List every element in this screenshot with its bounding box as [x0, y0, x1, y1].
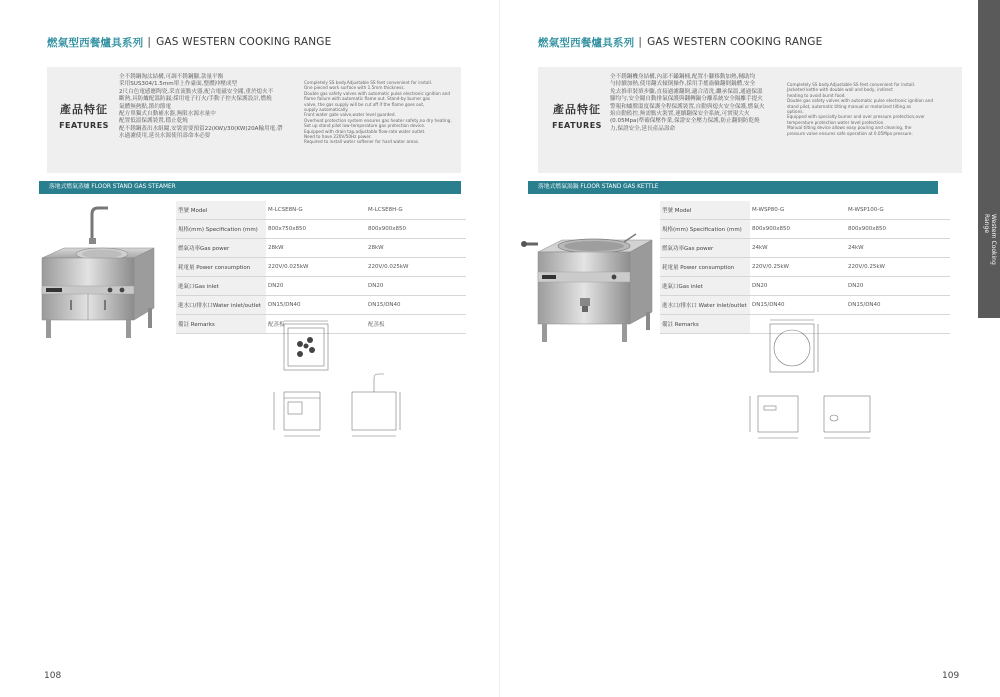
feature-line-cn: 全不銹鋼淘汰結構,可調不銹鋼腳,款量平衡: [119, 74, 224, 80]
spec-row-gas-power: [660, 239, 950, 258]
features-panel: [538, 67, 962, 173]
spec-value: 24kW: [846, 239, 950, 258]
feature-line-cn: 配置低溫保護裝置,穩止乾燒: [119, 118, 188, 125]
spec-row-water-inlet-outlet: [660, 296, 950, 315]
spec-value: DN20: [366, 277, 466, 296]
features-heading-cn: 產品特征: [60, 103, 108, 116]
feature-line-cn: 勻持續加熱,使用翻式傾倒操作,採用手搖齒輪翻倒鍋體,安全: [610, 81, 756, 88]
series-title-cn: 燃氣型西餐爐具系列: [538, 36, 635, 49]
spec-value: 220V/0.025kW: [266, 258, 366, 277]
features-text-cn: [610, 74, 786, 133]
spec-value: 24kW: [750, 239, 846, 258]
feature-line-en: flame failure with automatic flame out. Stand-by burner gas: [304, 96, 430, 102]
series-title-en: GAS WESTERN COOKING RANGE: [647, 36, 823, 48]
spec-label: 規格(mm) Specification (mm): [176, 220, 266, 239]
spec-value: DN15/DN40: [846, 296, 950, 315]
feature-line-en: One pieced work surface with 1.5mm thickness.: [304, 85, 405, 91]
spec-value: 800x900x850: [846, 220, 950, 239]
spec-value: M-WSP80-G: [750, 201, 846, 220]
features-heading: [49, 101, 119, 130]
feature-line-en: Set up stand pilot low-temperature gas protection device.: [304, 123, 426, 129]
steamer-product-photo: [30, 200, 162, 350]
spec-value: 220V/0.25kW: [846, 258, 950, 277]
kettle-product-photo: [518, 206, 668, 354]
header-separator: |: [147, 36, 152, 48]
spec-label: 燃氣功率Gas power: [660, 239, 750, 258]
spec-label: 備註 Remarks: [660, 315, 750, 334]
feature-line-en: temperature protection water level protection.: [787, 119, 885, 125]
spec-row-model: [660, 201, 950, 220]
feature-line-cn: 水過濾使用,延長水源使用壽命本必要: [119, 133, 211, 140]
feature-line-en: pressure valve ensures safe operation at 0.05Mpa pressure.: [787, 130, 913, 136]
spec-value: 800x900x850: [750, 220, 846, 239]
feature-line-en: Equipped with specialty burner and over pressure protection,over: [787, 114, 925, 120]
section-side-tab-label: [983, 214, 997, 265]
spec-label: 型號 Model: [176, 201, 266, 220]
kettle-spec-table: [660, 201, 950, 334]
feature-line-en: Front water gate valve,water level guarded.: [304, 112, 396, 118]
spec-label: 規格(mm) Specification (mm): [660, 220, 750, 239]
spec-value: M-LCSE8H-G: [366, 201, 466, 220]
feature-line-cn: 斷熱,具防爐配溫防漏;採用電子打火/手動子控火保護設計,燃燒: [119, 96, 272, 103]
feature-line-en: Double gas safety valves with automatic pulse electronic ignition and: [787, 98, 933, 104]
series-title-cn: 燃氣型西餐爐具系列: [47, 36, 144, 49]
features-text-en: [787, 82, 947, 136]
feature-line-en: Equipped with drain tap,adjustable flow-rate water outlet.: [304, 128, 426, 134]
page-number: 108: [44, 671, 62, 681]
spec-value: DN20: [846, 277, 950, 296]
section-bar-kettle: 落地式燃氣湯鍋 FLOOR STAND GAS KETTLE: [528, 181, 938, 193]
right-page: [500, 0, 1000, 697]
feature-line-en: supply automatically.: [304, 107, 349, 113]
spec-label: 進氣口Gas inlet: [176, 277, 266, 296]
feature-line-cn: (0.05Mpa)準確保壓作業,保證安全壓力保護,防止翻倒防乾燒: [610, 118, 760, 125]
spec-row-gas-inlet: [176, 277, 466, 296]
feature-line-cn: 警報和爐膛溫度保護全程保護裝置,自動與熄火安全保護,燃氣火: [610, 103, 765, 110]
spec-value: 28kW: [266, 239, 366, 258]
section-bar-underline: [39, 193, 461, 194]
feature-line-en: Required to install water softener for hard water areas.: [304, 139, 420, 145]
steamer-technical-drawing: [270, 318, 410, 442]
spec-value: 220V/0.25kW: [750, 258, 846, 277]
features-heading-en: FEATURES: [59, 121, 109, 130]
feature-line-en: valve, the gas supply will be cut off if the flame goes out,: [304, 101, 425, 107]
spec-value: DN20: [750, 277, 846, 296]
feature-line-cn: 配方單獨式自動補水器,無限水源水量中: [119, 111, 216, 118]
features-heading: [542, 101, 612, 130]
spec-value: DN20: [266, 277, 366, 296]
kettle-technical-drawing: [744, 318, 884, 442]
spec-value: 28kW: [366, 239, 466, 258]
spec-value: DN15/DN40: [366, 296, 466, 315]
spec-row-specification: [660, 220, 950, 239]
spec-label: 備註 Remarks: [176, 315, 266, 334]
features-text-en: [304, 80, 464, 145]
features-heading-en: FEATURES: [552, 121, 602, 130]
feature-line-en: Completely SS body.Adjustable SS feet convenient for install.: [787, 82, 916, 87]
features-panel: [47, 67, 461, 173]
feature-line-en: Jacketed kettle with double wall and body, indirect: [787, 87, 893, 93]
spec-row-power-consumption: [176, 258, 466, 277]
section-bar-steamer: 落地式燃氣蒸爐 FLOOR STAND GAS STEAMER: [39, 181, 461, 193]
section-side-tab: [978, 0, 1000, 318]
spec-value: 800x900x850: [366, 220, 466, 239]
feature-line-en: Double gas safety valves with automatic pulse electronic ignition and: [304, 90, 450, 96]
feature-line-cn: 焰自動監控,無需點火裝置,連續翻保安全系統,可實現大火: [610, 111, 750, 118]
spec-value: M-LCSE8N-G: [266, 201, 366, 220]
spec-value: 220V/0.025kW: [366, 258, 466, 277]
feature-line-en: Overheat protection system ensures gas heater safety,no dry heating.: [304, 117, 452, 123]
feature-line-cn: 力,保證安全,延長產品壽命: [610, 125, 676, 132]
feature-line-cn: 采用SUS304/1.5mm單上作臺面,整體沖壓成型: [119, 81, 238, 88]
page-number: 109: [942, 671, 960, 681]
spec-label: 耗電量 Power consumption: [660, 258, 750, 277]
feature-line-en: Need to have 220V/50Hz power.: [304, 134, 372, 140]
spec-label: 耗電量 Power consumption: [176, 258, 266, 277]
spec-row-power-consumption: [660, 258, 950, 277]
spec-value: DN15/DN40: [266, 296, 366, 315]
section-bar-underline: [528, 193, 938, 194]
side-tab-line: Range: [983, 214, 990, 234]
spec-row-gas-power: [176, 239, 466, 258]
series-title-en: GAS WESTERN COOKING RANGE: [156, 36, 332, 48]
spec-label: 進水口/排水口 Water inlet/outlet: [660, 296, 750, 315]
features-heading-cn: 產品特征: [553, 103, 601, 116]
spec-value: 配蒸板: [266, 315, 366, 334]
steamer-spec-table: [176, 201, 466, 334]
feature-line-cn: 氣體無熱點,節約節電: [119, 103, 172, 110]
spec-label: 進氣口Gas inlet: [660, 277, 750, 296]
spec-value: 800x750x850: [266, 220, 366, 239]
feature-line-cn: 配不銹鋼蓋出水組閥,安裝需要預留22(KW)/30(KW)20A輸用電,帶: [119, 125, 283, 132]
features-text-cn: [119, 74, 309, 141]
spec-row-gas-inlet: [660, 277, 950, 296]
side-tab-line: Western Cooking: [990, 214, 997, 265]
spec-row-model: [176, 201, 466, 220]
feature-line-cn: 腳均勻,安全閥自動排氣保護與翻轉鍋分離系統安全隔離手提火: [610, 96, 763, 103]
spec-label: 型號 Model: [660, 201, 750, 220]
header-separator: |: [638, 36, 643, 48]
spec-value: DN15/DN40: [750, 296, 846, 315]
feature-line-en: stand pilot, automatic tilting manual or motorized tilting as: [787, 103, 912, 109]
spec-value: M-WSP100-G: [846, 201, 950, 220]
feature-line-en: heating to avoid burnt food.: [787, 92, 846, 98]
spec-row-specification: [176, 220, 466, 239]
feature-line-en: options.: [787, 109, 804, 115]
spec-label: 進水口/排水口Water inlet/outlet: [176, 296, 266, 315]
feature-line-en: Completely SS body.Adjustable SS feet convenient for install.: [304, 80, 433, 85]
spec-label: 燃氣功率Gas power: [176, 239, 266, 258]
left-page-header: [47, 34, 331, 50]
feature-line-cn: 全不銹鋼機身結構,內部不鏽鋼桶,配置小腳移動加熱,輔助均: [610, 74, 756, 80]
feature-line-en: Manual tilting device allows easy pouring and cleaning, the: [787, 125, 912, 131]
spec-value: 配蒸板: [366, 315, 466, 334]
feature-line-cn: 2尺白色電感應陶瓷,采直流點火器,配合電磁安全閥,重於熄火不: [119, 88, 274, 95]
spec-row-water-inlet-outlet: [176, 296, 466, 315]
right-page-header: [538, 34, 822, 50]
feature-line-cn: 免去推車裝填步驟,直接過濾翻倒,適合清洗,繼承保溫,通過保溫: [610, 88, 763, 95]
